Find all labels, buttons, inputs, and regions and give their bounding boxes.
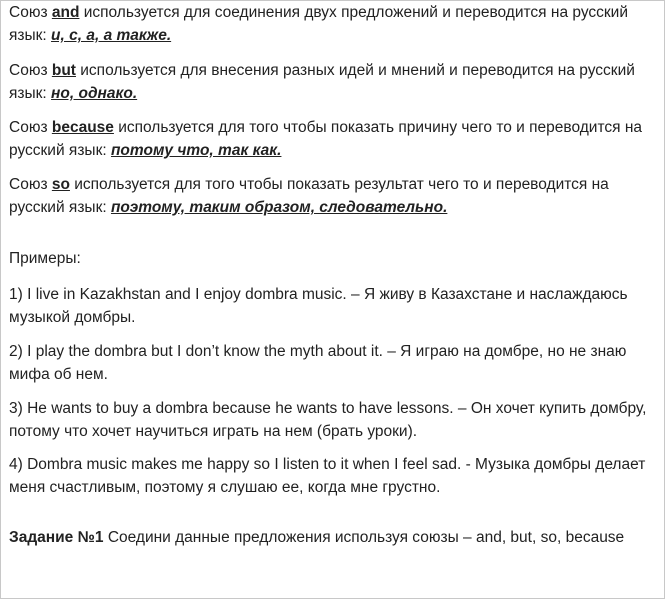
conjunction-word: but <box>51 62 76 79</box>
task-label: Задание №1 <box>9 529 104 546</box>
rule-translation: и, с, а, а также. <box>51 27 172 44</box>
examples-heading: Примеры: <box>9 250 81 267</box>
rule-because <box>9 116 656 162</box>
rule-but <box>9 59 656 105</box>
example-item: 2) I play the dombra but I don’t know the myth about it. – Я играю на домбре, но не знаю мифа об нем. <box>9 343 627 383</box>
rule-prefix: Союз <box>9 62 52 79</box>
example-item: 4) Dombra music makes me happy so I listen to it when I feel sad. - Музыка домбры делает меня счастливым, поэтому я слушаю ее, когда мне грустно. <box>9 456 646 496</box>
rule-prefix: Союз <box>9 176 52 193</box>
conjunction-word: because <box>51 119 114 136</box>
rule-so <box>9 173 656 219</box>
task-paragraph <box>9 526 656 549</box>
rule-description: используется для соединения двух предложений и переводится на русский язык: <box>9 4 628 44</box>
task-text: Соедини данные предложения используя союзы – and, but, so, because <box>103 529 625 546</box>
rule-translation: но, однако. <box>51 85 138 102</box>
example-item: 1) I live in Kazakhstan and I enjoy dombra music. – Я живу в Казахстане и наслаждаюсь музыкой домбры. <box>9 286 628 326</box>
rule-description: используется для того чтобы показать результат чего то и переводится на русский язык: <box>9 176 609 216</box>
rule-translation: поэтому, таким образом, следовательно. <box>110 199 448 216</box>
rule-prefix: Союз <box>9 4 52 21</box>
rule-translation: потому что, так как. <box>110 142 282 159</box>
rule-prefix: Союз <box>9 119 52 136</box>
rule-description: используется для внесения разных идей и мнений и переводится на русский язык: <box>9 62 635 102</box>
example-item: 3) He wants to buy a dombra because he wants to have lessons. – Он хочет купить домбру, потому что хочет научиться играть на нем (брать уроки). <box>9 400 647 440</box>
rule-and <box>9 1 656 47</box>
rule-description: используется для того чтобы показать причину чего то и переводится на русский язык: <box>9 119 642 159</box>
conjunction-word: so <box>51 176 70 193</box>
conjunction-word: and <box>51 4 80 21</box>
